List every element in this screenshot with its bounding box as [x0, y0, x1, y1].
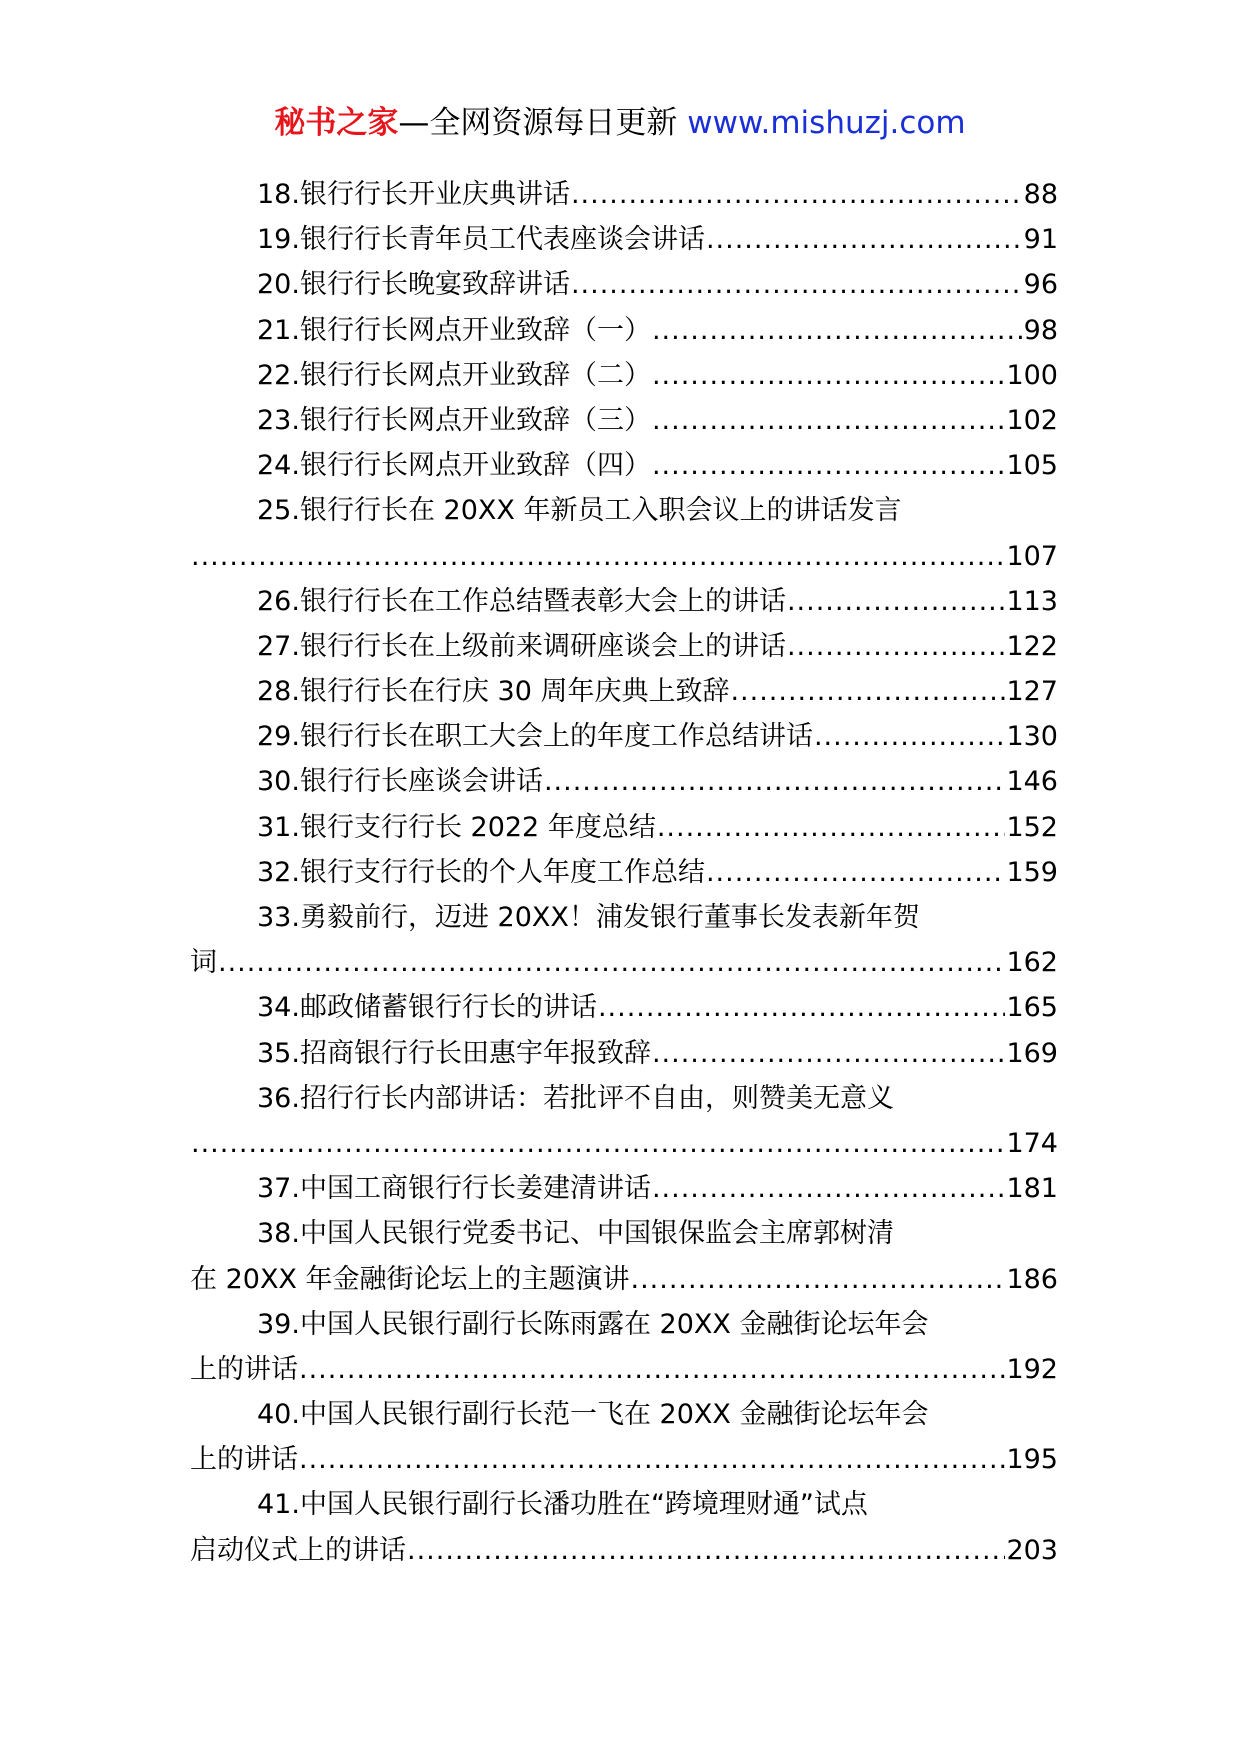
toc-entry[interactable] — [190, 714, 1058, 759]
toc-entry-title: 20.银行行长晚宴致辞讲话 — [257, 269, 570, 301]
toc-entry-title: 23.银行行长网点开业致辞（三） — [257, 404, 651, 436]
toc-entry-title: 25.银行行长在 20XX 年新员工入职会议上的讲话发言 — [257, 495, 902, 527]
toc-page-number: 88 — [1023, 179, 1058, 210]
toc-page-number: 105 — [1006, 450, 1058, 482]
toc-entry[interactable] — [190, 262, 1058, 307]
toc-page-number: 91 — [1023, 224, 1058, 256]
toc-entry[interactable] — [190, 398, 1058, 443]
toc-entry[interactable] — [190, 1392, 1058, 1437]
toc-entry[interactable] — [190, 172, 1058, 217]
toc-entry-title: 19.银行行长青年员工代表座谈会讲话 — [257, 224, 705, 256]
toc-entry[interactable] — [190, 1166, 1058, 1211]
toc-entry-title: 26.银行行长在工作总结暨表彰大会上的讲话 — [257, 585, 786, 617]
toc-entry-title: 35.招商银行行长田惠宇年报致辞 — [257, 1037, 651, 1069]
toc-entry-title: 38.中国人民银行党委书记、中国银保监会主席郭树清 — [257, 1218, 894, 1250]
toc-page-number: 169 — [1006, 1037, 1058, 1069]
toc-entry-title: 上的讲话 — [190, 1353, 298, 1385]
dot-leader — [598, 985, 1006, 1030]
toc-page-number: 165 — [1006, 992, 1058, 1024]
dot-leader — [787, 624, 1006, 669]
toc-page-number: 96 — [1023, 269, 1058, 301]
dot-leader — [652, 308, 1023, 353]
toc-entry-continuation[interactable] — [190, 1528, 1058, 1573]
dot-leader — [299, 1347, 1005, 1392]
dot-leader — [299, 1437, 1005, 1482]
toc-entry-title: 22.银行行长网点开业致辞（二） — [257, 359, 651, 391]
toc-entry-title: 33.勇毅前行，迈进 20XX！浦发银行董事长发表新年贺 — [257, 902, 920, 933]
toc-entry[interactable] — [190, 1076, 1058, 1121]
page-header — [0, 103, 1240, 143]
dot-leader — [631, 1257, 1006, 1302]
dot-leader — [191, 1121, 1005, 1166]
toc-page-number: 127 — [1006, 676, 1058, 708]
toc-entry-title: 32.银行支行行长的个人年度工作总结 — [257, 856, 705, 888]
toc-page-number: 122 — [1006, 630, 1058, 662]
toc-entry[interactable] — [190, 488, 1058, 533]
toc-entry[interactable] — [190, 805, 1058, 850]
toc-page-number: 146 — [1006, 766, 1058, 798]
toc-page-number: 195 — [1006, 1444, 1058, 1476]
dot-leader — [571, 262, 1023, 307]
dot-leader — [706, 850, 1006, 895]
dot-leader — [218, 940, 1005, 985]
website-link[interactable]: www.mishuzj.com — [687, 105, 966, 141]
dot-leader — [657, 805, 1006, 850]
toc-entry[interactable] — [190, 1482, 1058, 1527]
dot-leader — [706, 217, 1023, 262]
toc-entry-title: 18.银行行长开业庆典讲话 — [257, 179, 570, 210]
toc-entry-title: 29.银行行长在职工大会上的年度工作总结讲话 — [257, 721, 813, 753]
toc-entry-title: 在 20XX 年金融街论坛上的主题演讲 — [190, 1263, 630, 1295]
toc-entry-title: 词 — [190, 947, 217, 979]
toc-page-number: 174 — [1006, 1127, 1058, 1159]
toc-entry[interactable] — [190, 1211, 1058, 1256]
toc-page-number: 98 — [1023, 314, 1058, 346]
dot-leader — [652, 353, 1006, 398]
toc-entry-title: 37.中国工商银行行长姜建清讲话 — [257, 1173, 651, 1205]
toc-entry-title: 31.银行支行行长 2022 年度总结 — [257, 811, 656, 843]
toc-entry-title: 40.中国人民银行副行长范一飞在 20XX 金融街论坛年会 — [257, 1399, 929, 1431]
toc-page-number: 107 — [1006, 540, 1058, 572]
toc-entry[interactable] — [190, 1302, 1058, 1347]
toc-page-number: 186 — [1006, 1263, 1058, 1295]
toc-entry[interactable] — [190, 579, 1058, 624]
toc-entry-continuation[interactable] — [190, 1121, 1058, 1166]
dot-leader — [652, 1166, 1006, 1211]
brand-name: 秘书之家 — [274, 105, 399, 141]
toc-entry-title: 21.银行行长网点开业致辞（一） — [257, 314, 651, 346]
toc-page-number: 100 — [1006, 359, 1058, 391]
toc-entry-continuation[interactable] — [190, 1437, 1058, 1482]
dot-leader — [787, 579, 1006, 624]
toc-page-number: 130 — [1006, 721, 1058, 753]
toc-page-number: 102 — [1006, 404, 1058, 436]
toc-entry[interactable] — [190, 759, 1058, 804]
toc-entry[interactable] — [190, 985, 1058, 1030]
toc-page-number: 159 — [1006, 856, 1058, 888]
toc-entry-title: 28.银行行长在行庆 30 周年庆典上致辞 — [257, 676, 730, 708]
dot-leader — [191, 534, 1005, 579]
toc-entry-title: 30.银行行长座谈会讲话 — [257, 766, 543, 798]
dot-leader — [814, 714, 1006, 759]
toc-entry-continuation[interactable] — [190, 1347, 1058, 1392]
toc-page-number: 192 — [1006, 1353, 1058, 1385]
toc-entry-title: 27.银行行长在上级前来调研座谈会上的讲话 — [257, 630, 786, 662]
dot-leader — [544, 759, 1006, 804]
toc-entry[interactable] — [190, 850, 1058, 895]
toc-entry[interactable] — [190, 624, 1058, 669]
table-of-contents — [190, 172, 1058, 1573]
toc-page-number: 203 — [1006, 1534, 1058, 1566]
toc-entry-title: 24.银行行长网点开业致辞（四） — [257, 450, 651, 482]
header-tagline: —全网资源每日更新 — [398, 105, 688, 141]
dot-leader — [652, 398, 1006, 443]
toc-entry-continuation[interactable] — [190, 1257, 1058, 1302]
toc-entry[interactable] — [190, 308, 1058, 353]
toc-entry-continuation[interactable] — [190, 534, 1058, 579]
toc-page-number: 152 — [1006, 811, 1058, 843]
toc-entry-title: 34.邮政储蓄银行行长的讲话 — [257, 992, 597, 1024]
dot-leader — [730, 669, 1005, 714]
toc-entry-title: 41.中国人民银行副行长潘功胜在“跨境理财通”试点 — [257, 1489, 868, 1521]
dot-leader — [571, 172, 1023, 217]
toc-entry-continuation[interactable] — [190, 940, 1058, 985]
toc-entry-title: 39.中国人民银行副行长陈雨露在 20XX 金融街论坛年会 — [257, 1308, 929, 1340]
toc-entry-title: 启动仪式上的讲话 — [190, 1534, 406, 1566]
toc-entry[interactable] — [190, 353, 1058, 398]
toc-entry-title: 36.招行行长内部讲话：若批评不自由，则赞美无意义 — [257, 1082, 894, 1114]
toc-entry[interactable] — [190, 1031, 1058, 1076]
toc-page-number: 181 — [1006, 1173, 1058, 1205]
toc-entry-title: 上的讲话 — [190, 1444, 298, 1476]
dot-leader — [407, 1528, 1005, 1573]
dot-leader — [652, 443, 1006, 488]
toc-page-number: 113 — [1006, 585, 1058, 617]
toc-entry[interactable] — [190, 895, 1058, 940]
toc-page-number: 162 — [1006, 947, 1058, 979]
dot-leader — [652, 1031, 1006, 1076]
toc-entry[interactable] — [190, 669, 1058, 714]
toc-entry[interactable] — [190, 217, 1058, 262]
toc-entry[interactable] — [190, 443, 1058, 488]
